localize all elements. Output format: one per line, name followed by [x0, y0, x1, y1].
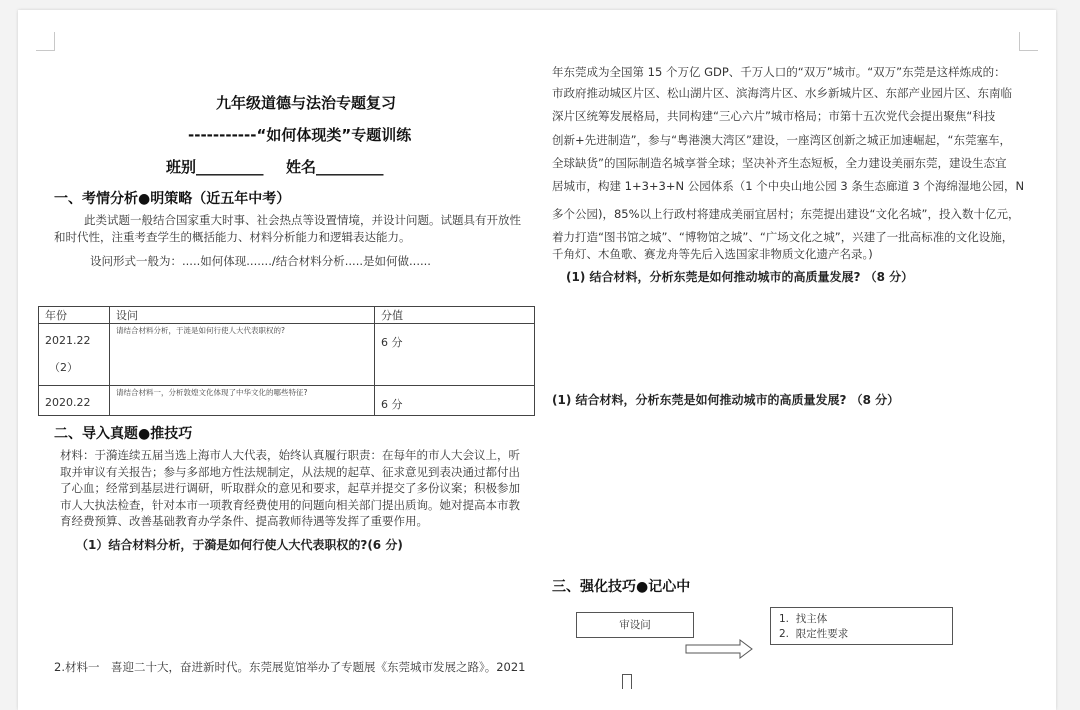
material-paragraph: 材料：于漪连续五届当选上海市人大代表，始终认真履行职责：在每年的市人大会议上，听取并审议有关报告；参与多部地方性法规制定，从法规的起草、征求意见到表决通过都付出了心血；经常到基层进行调研，听取群众的意见和要求，起草并提交了多份议案；积极参加市人大执法检查，针对本市一项教育经费使用的问题向相关部门提出质询。她对提高本市教育经费预算、改善基础教育办学条件、提高教师待遇等发挥了重要作用。 — [60, 448, 520, 528]
doc-subtitle: -----------“如何体现类”专题训练 — [188, 126, 412, 144]
page-corner-mark — [36, 32, 55, 51]
section1-heading: 一、考情分析●明策略（近五年中考） — [54, 191, 291, 207]
table-cell-year — [39, 386, 110, 416]
right-line: 居城市，构建 1+3+3+N 公园体系（1 个中央山地公园 3 条生态廊道 3 个海绵湿地公园，N — [552, 179, 1025, 193]
doc-title: 九年级道德与法治专题复习 — [216, 94, 397, 112]
right-line: 全球缺货”的国际制造名城享誉全球；坚决补齐生态短板，全力建设美丽东莞，建设生态宜 — [552, 156, 1007, 170]
table-cell-question: 请结合材料一，分析敦煌文化体现了中华文化的哪些特征? — [110, 386, 375, 416]
table-header-cell: 年份 — [39, 307, 110, 324]
table-header-row — [39, 307, 535, 324]
right-line: 创新+先进制造”，参与“粤港澳大湾区”建设，一座湾区创新之城正加速崛起，“东莞塞车， — [552, 133, 1011, 147]
down-arrow-icon — [622, 674, 632, 689]
right-line: 着力打造“图书馆之城”、“博物馆之城”、“广场文化之城”，兴建了一批高标准的文化设施， — [552, 230, 1014, 244]
document-page — [18, 10, 1056, 710]
sub-question-number: （2） — [49, 361, 78, 374]
section2-heading: 二、导入真题●推技巧 — [54, 426, 193, 442]
flow-box-read-question: 审设问 — [576, 612, 694, 638]
flow-step-text: 限定性要求 — [795, 628, 849, 640]
exam-table — [38, 306, 535, 416]
section3-heading: 三、强化技巧●记心中 — [552, 579, 691, 595]
table-cell-score — [375, 386, 535, 416]
table-row — [39, 324, 535, 386]
flow-step-item: 2. 限定性要求 — [779, 628, 849, 640]
year-text: 2021.22 — [45, 334, 91, 347]
question-dongguan-b: (1) 结合材料，分析东莞是如何推动城市的高质量发展? （8 分） — [552, 393, 900, 407]
right-line: 市政府推动城区片区、松山湖片区、滨海湾片区、水乡新城片区、东部产业园片区、东南临 — [552, 86, 1012, 100]
material-2-line: 2.材料一 喜迎二十大，奋进新时代。东莞展览馆举办了专题展《东莞城市发展之路》。2021 — [54, 660, 526, 674]
section1-paragraph: 此类试题一般结合国家重大时事、社会热点等设置情境，并设计问题。试题具有开放性和时代性，注重考查学生的概括能力、材料分析能力和逻辑表达能力。 — [54, 213, 521, 244]
section1-question-form: 设问形式一般为：.....如何体现......./结合材料分析.....是如何做...... — [90, 254, 431, 268]
score-text: 6 分 — [381, 398, 403, 411]
flow-step-text: 找主体 — [795, 613, 828, 625]
flow-step-item: 1. 找主体 — [779, 613, 828, 625]
class-field-label: 班别_________ — [166, 158, 264, 176]
table-header-cell: 设问 — [110, 307, 375, 324]
table-cell-question: 请结合材料分析，于涟是如何行使人大代表职权的? — [110, 324, 375, 386]
flow-box-steps — [770, 607, 953, 645]
right-line: 多个公园)，85%以上行政村将建成美丽宜居村；东莞提出建设“文化名城”，投入数十亿元， — [552, 207, 1020, 221]
score-text: 6 分 — [381, 336, 403, 349]
right-line: 年东莞成为全国第 15 个万亿 GDP、千万人口的“双万”城市。“双万”东莞是这样炼成的： — [552, 65, 1006, 79]
right-arrow-icon — [684, 639, 754, 659]
table-row — [39, 386, 535, 416]
question-dongguan-a: (1) 结合材料，分析东莞是如何推动城市的高质量发展? （8 分） — [566, 270, 914, 284]
year-text: 2020.22 — [45, 396, 91, 409]
right-line: 千角灯、木鱼歌、赛龙舟等先后入选国家非物质文化遗产名录。) — [552, 247, 873, 261]
page-corner-mark — [1019, 32, 1038, 51]
question-1: （1）结合材料分析，于漪是如何行使人大代表职权的?(6 分) — [76, 538, 403, 552]
name-field-label: 姓名_________ — [286, 158, 384, 176]
table-cell-year — [39, 324, 110, 386]
right-line: 深片区统筹发展格局，共同构建“三心六片”城市格局；市第十五次党代会提出聚焦“科技 — [552, 109, 996, 123]
table-header-cell: 分值 — [375, 307, 535, 324]
table-cell-score — [375, 324, 535, 386]
